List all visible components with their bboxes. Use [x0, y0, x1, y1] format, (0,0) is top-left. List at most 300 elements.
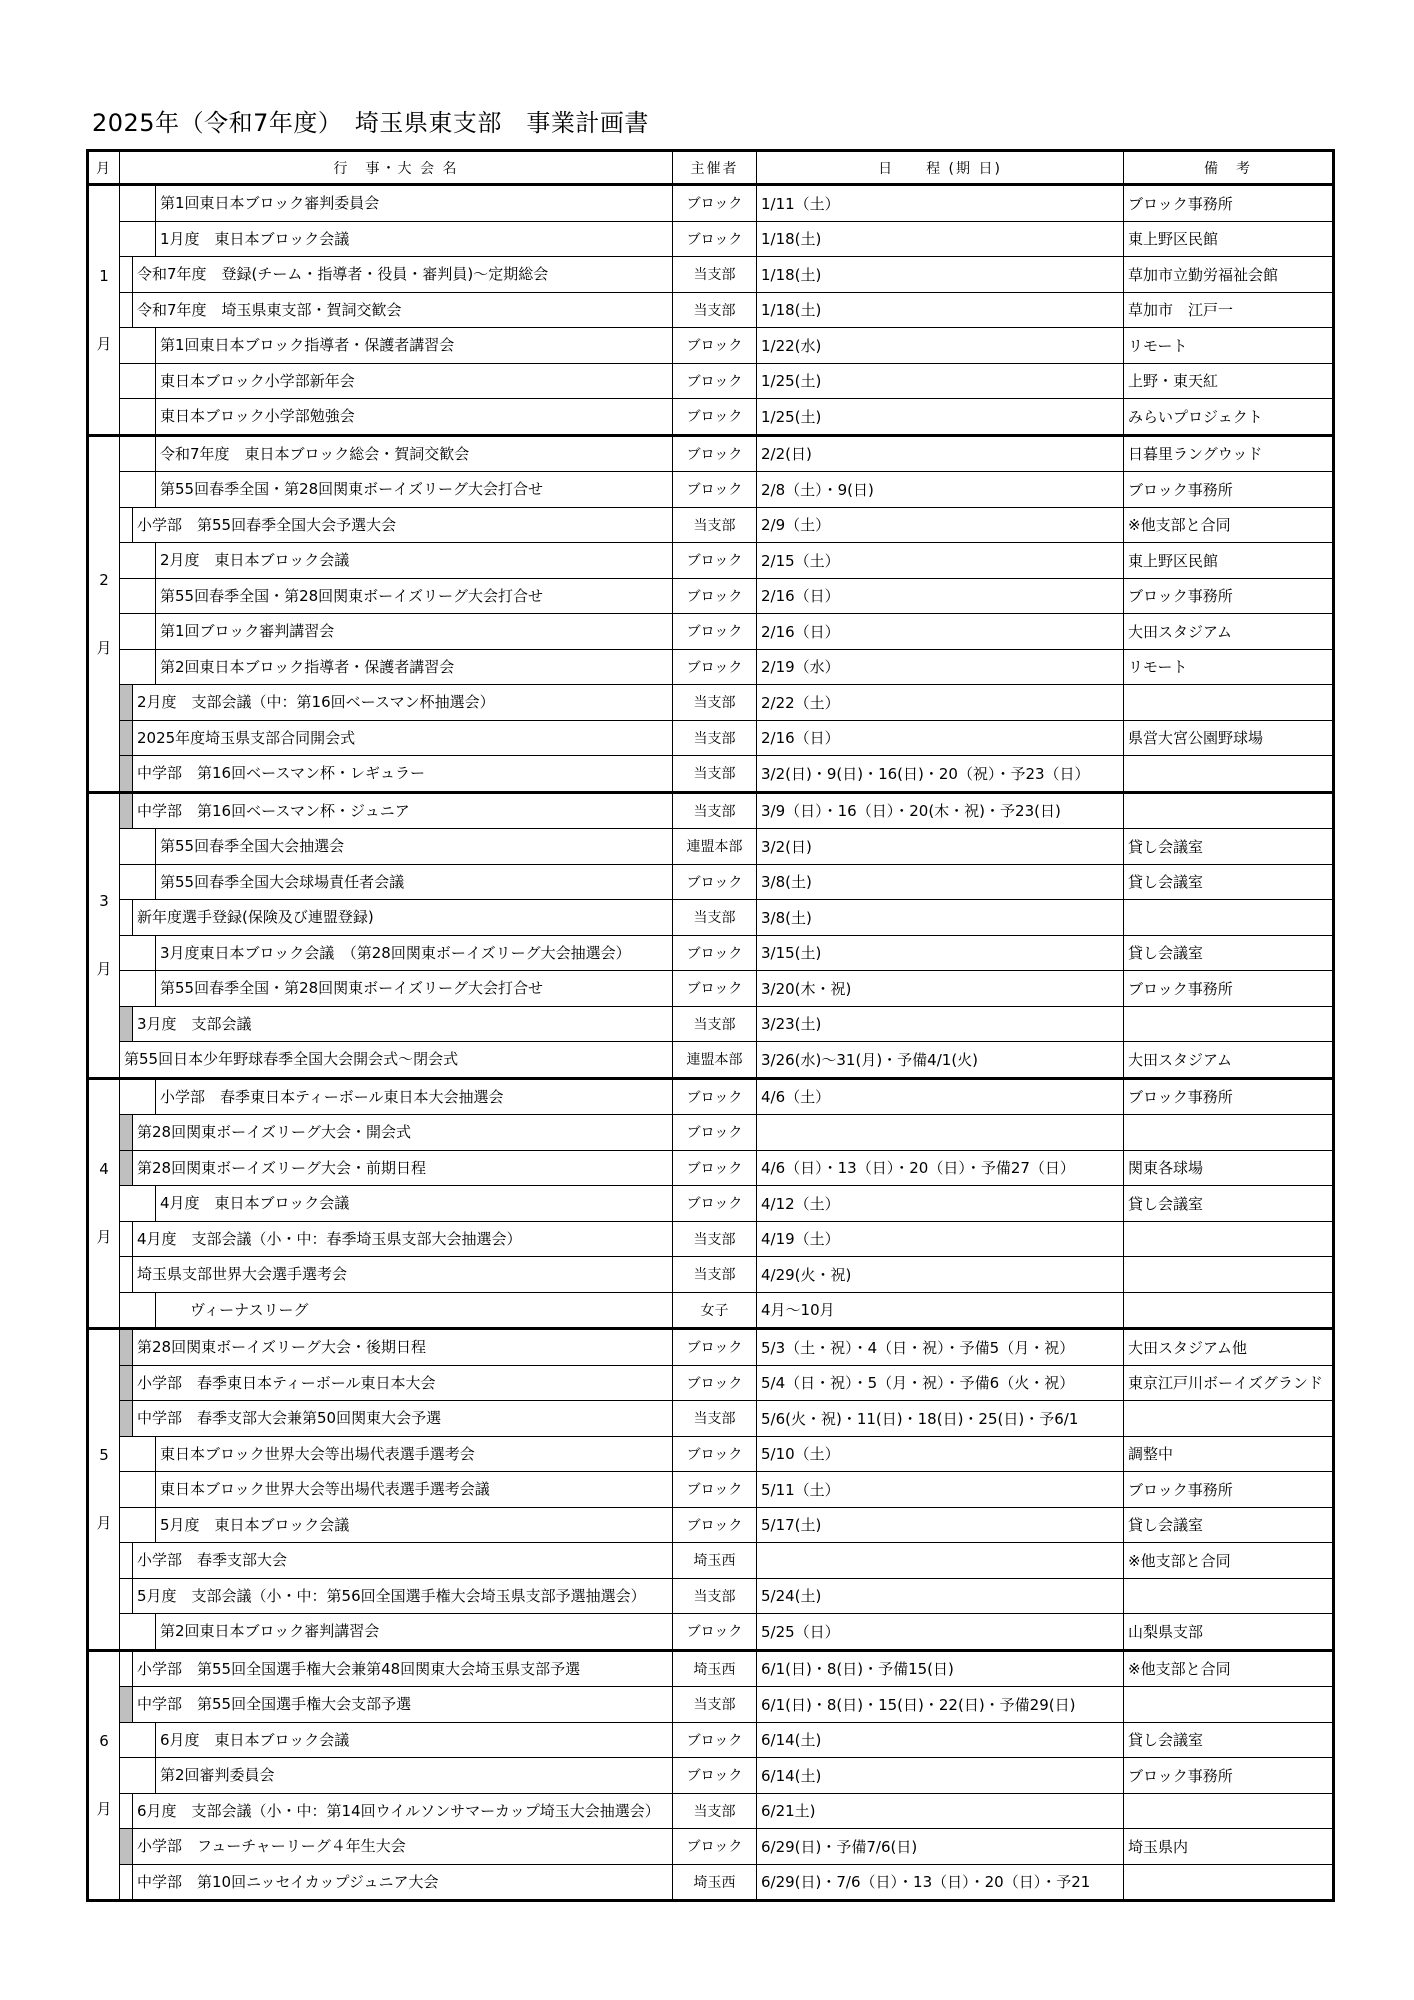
host-cell: 女子 — [673, 1292, 757, 1329]
event-name: 5月度 東日本ブロック会議 — [160, 1515, 350, 1534]
event-name: 6月度 東日本ブロック会議 — [160, 1730, 350, 1749]
event-name: 第55回春季全国大会抽選会 — [160, 837, 345, 855]
host-cell: ブロック — [673, 1436, 757, 1472]
event-name: 4月度 支部会議（小・中：春季埼玉県支部大会抽選会） — [137, 1229, 522, 1248]
event-name: 令和7年度 東日本ブロック総会・賀詞交歓会 — [160, 444, 470, 463]
date-cell: 2/9（土） — [757, 507, 1124, 543]
host-cell: ブロック — [673, 1186, 757, 1222]
date-cell: 6/1(日)・8(日)・15(日)・22(日)・予備29(日) — [757, 1687, 1124, 1723]
event-name: 令和7年度 登録(チーム・指導者・役員・審判員)～定期総会 — [137, 265, 549, 283]
header-date: 日 程 (期 日) — [757, 151, 1124, 185]
date-cell: 2/16（日） — [757, 578, 1124, 614]
event-name: 小学部 フューチャーリーグ４年生大会 — [137, 1837, 406, 1855]
note-cell: 大田スタジアム — [1124, 1042, 1334, 1079]
event-name: 第55回春季全国大会球場責任者会議 — [160, 872, 405, 891]
table-row — [88, 792, 1334, 829]
date-cell: 2/2(日) — [757, 435, 1124, 472]
host-cell: 埼玉西 — [673, 1864, 757, 1901]
month-number: 4 — [99, 1160, 109, 1179]
host-cell: ブロック — [673, 1078, 757, 1115]
host-cell: 当支部 — [673, 1401, 757, 1437]
event-cell — [120, 1472, 673, 1508]
table-row — [88, 185, 1334, 222]
table-row — [88, 1543, 1334, 1579]
month-cell — [88, 1650, 120, 1901]
event-name: 第2回東日本ブロック指導者・保護者講習会 — [160, 657, 455, 676]
table-row — [88, 1650, 1334, 1687]
event-cell — [120, 1150, 673, 1186]
note-cell — [1124, 900, 1334, 936]
table-row — [88, 1186, 1334, 1222]
header-month: 月 — [88, 151, 120, 185]
event-cell — [120, 1436, 673, 1472]
note-cell — [1124, 1115, 1334, 1151]
date-cell: 3/26(水)～31(月)・予備4/1(火) — [757, 1042, 1124, 1079]
table-row — [88, 292, 1334, 328]
event-name: 小学部 第55回春季全国大会予選大会 — [137, 515, 397, 534]
date-cell: 1/18(土) — [757, 257, 1124, 293]
event-name: 第28回関東ボーイズリーグ大会・後期日程 — [137, 1338, 426, 1356]
event-name: 第55回春季全国・第28回関東ボーイズリーグ大会打合せ — [160, 480, 544, 498]
table-row — [88, 1150, 1334, 1186]
event-name: 1月度 東日本ブロック会議 — [160, 229, 350, 248]
host-cell: 連盟本部 — [673, 829, 757, 865]
date-cell: 5/11（土） — [757, 1472, 1124, 1508]
event-cell — [120, 1186, 673, 1222]
table-row — [88, 1614, 1334, 1651]
table-row — [88, 507, 1334, 543]
note-cell — [1124, 1401, 1334, 1437]
date-cell: 6/21土) — [757, 1793, 1124, 1829]
host-cell: 当支部 — [673, 257, 757, 293]
note-cell: 調整中 — [1124, 1436, 1334, 1472]
event-cell — [120, 1292, 673, 1329]
month-label: 月 — [96, 1228, 112, 1247]
table-row — [88, 1257, 1334, 1293]
event-name: 5月度 支部会議（小・中：第56回全国選手権大会埼玉県支部予選抽選会） — [137, 1586, 646, 1605]
note-cell: 上野・東天紅 — [1124, 363, 1334, 399]
date-cell: 5/25（日） — [757, 1614, 1124, 1651]
event-name: 第55回春季全国・第28回関東ボーイズリーグ大会打合せ — [160, 586, 544, 605]
note-cell: 山梨県支部 — [1124, 1614, 1334, 1651]
host-cell: 当支部 — [673, 792, 757, 829]
date-cell: 3/2(日)・9(日)・16(日)・20（祝）・予23（日） — [757, 756, 1124, 793]
event-cell — [120, 221, 673, 257]
table-row — [88, 1006, 1334, 1042]
note-cell — [1124, 1257, 1334, 1293]
event-cell — [120, 399, 673, 436]
date-cell: 4/6（土） — [757, 1078, 1124, 1115]
date-cell: 5/4（日・祝）・5（月・祝）・予備6（火・祝） — [757, 1365, 1124, 1401]
table-row — [88, 1864, 1334, 1901]
host-cell: ブロック — [673, 864, 757, 900]
date-cell: 4月～10月 — [757, 1292, 1124, 1329]
note-cell — [1124, 1006, 1334, 1042]
event-cell — [120, 1042, 673, 1079]
note-cell: ブロック事務所 — [1124, 185, 1334, 222]
date-cell: 6/1(日)・8(日)・予備15(日) — [757, 1650, 1124, 1687]
host-cell: 当支部 — [673, 756, 757, 793]
event-name: 3月度東日本ブロック会議 （第28回関東ボーイズリーグ大会抽選会） — [160, 943, 631, 962]
host-cell: 当支部 — [673, 1006, 757, 1042]
event-cell — [120, 685, 673, 721]
note-cell: ※他支部と合同 — [1124, 507, 1334, 543]
note-cell — [1124, 685, 1334, 721]
note-cell — [1124, 1578, 1334, 1614]
table-row — [88, 1042, 1334, 1079]
host-cell: ブロック — [673, 1829, 757, 1865]
event-name: 中学部 第55回全国選手権大会支部予選 — [137, 1695, 412, 1713]
event-cell — [120, 1864, 673, 1901]
note-cell: 東上野区民館 — [1124, 221, 1334, 257]
note-cell: 関東各球場 — [1124, 1150, 1334, 1186]
table-row — [88, 257, 1334, 293]
date-cell: 4/19（土） — [757, 1221, 1124, 1257]
note-cell: 貸し会議室 — [1124, 829, 1334, 865]
event-name: 小学部 春季東日本ティーボール東日本大会抽選会 — [160, 1087, 504, 1106]
event-name: 埼玉県支部世界大会選手選考会 — [137, 1265, 348, 1283]
header-host: 主催者 — [673, 151, 757, 185]
host-cell: ブロック — [673, 1507, 757, 1543]
date-cell: 6/14(土) — [757, 1722, 1124, 1758]
event-name: 第2回審判委員会 — [160, 1766, 275, 1784]
event-cell — [120, 1543, 673, 1579]
event-cell — [120, 1793, 673, 1829]
event-name: 東日本ブロック世界大会等出場代表選手選考会 — [160, 1444, 475, 1463]
date-cell: 1/25(土) — [757, 399, 1124, 436]
host-cell: ブロック — [673, 221, 757, 257]
event-name: 東日本ブロック小学部勉強会 — [160, 407, 355, 425]
header-note: 備 考 — [1124, 151, 1334, 185]
event-cell — [120, 1115, 673, 1151]
note-cell — [1124, 792, 1334, 829]
month-label: 月 — [96, 960, 112, 978]
table-row — [88, 1401, 1334, 1437]
note-cell: ブロック事務所 — [1124, 1758, 1334, 1794]
date-cell: 5/3（土・祝）・4（日・祝）・予備5（月・祝） — [757, 1329, 1124, 1366]
month-label: 月 — [96, 1514, 112, 1533]
date-cell: 3/9（日）・16（日）・20(木・祝)・予23(日) — [757, 792, 1124, 829]
event-cell — [120, 543, 673, 579]
date-cell: 5/17(土) — [757, 1507, 1124, 1543]
event-name: 中学部 第10回ニッセイカップジュニア大会 — [137, 1872, 439, 1891]
date-cell: 6/14(土) — [757, 1758, 1124, 1794]
note-cell: ※他支部と合同 — [1124, 1650, 1334, 1687]
event-name: 第55回春季全国・第28回関東ボーイズリーグ大会打合せ — [160, 979, 544, 997]
event-cell — [120, 900, 673, 936]
note-cell: リモート — [1124, 328, 1334, 364]
event-name: 第1回ブロック審判講習会 — [160, 622, 335, 640]
date-cell: 4/29(火・祝) — [757, 1257, 1124, 1293]
date-cell: 1/18(土) — [757, 221, 1124, 257]
date-cell: 4/6（日）・13（日）・20（日）・予備27（日） — [757, 1150, 1124, 1186]
event-cell — [120, 720, 673, 756]
note-cell: 東上野区民館 — [1124, 543, 1334, 579]
host-cell: ブロック — [673, 472, 757, 508]
event-cell — [120, 935, 673, 971]
date-cell: 5/10（土） — [757, 1436, 1124, 1472]
table-row — [88, 328, 1334, 364]
date-cell: 3/20(木・祝) — [757, 971, 1124, 1007]
event-name: 3月度 支部会議 — [137, 1014, 252, 1033]
note-cell: リモート — [1124, 649, 1334, 685]
note-cell: ブロック事務所 — [1124, 472, 1334, 508]
date-cell: 3/2(日) — [757, 829, 1124, 865]
event-cell — [120, 792, 673, 829]
event-name: 第2回東日本ブロック審判講習会 — [160, 1622, 380, 1640]
host-cell: ブロック — [673, 435, 757, 472]
schedule-table — [86, 149, 1335, 1902]
date-cell — [757, 1115, 1124, 1151]
schedule-body — [88, 185, 1334, 1901]
host-cell: 当支部 — [673, 1221, 757, 1257]
event-cell — [120, 1365, 673, 1401]
month-number: 3 — [99, 892, 109, 910]
event-name: 4月度 東日本ブロック会議 — [160, 1194, 350, 1212]
event-name: 2月度 支部会議（中：第16回ベースマン杯抽選会） — [137, 693, 495, 711]
table-row — [88, 1365, 1334, 1401]
note-cell — [1124, 1793, 1334, 1829]
month-cell — [88, 1078, 120, 1329]
event-name: 第28回関東ボーイズリーグ大会・前期日程 — [137, 1158, 426, 1177]
event-name: 中学部 第16回ベースマン杯・ジュニア — [137, 801, 410, 820]
host-cell: 当支部 — [673, 292, 757, 328]
event-name: 6月度 支部会議（小・中：第14回ウイルソンサマーカップ埼玉大会抽選会） — [137, 1801, 660, 1820]
event-cell — [120, 507, 673, 543]
note-cell — [1124, 1292, 1334, 1329]
event-cell — [120, 1578, 673, 1614]
event-name: 第1回東日本ブロック審判委員会 — [160, 194, 380, 212]
table-row — [88, 221, 1334, 257]
event-cell — [120, 578, 673, 614]
month-label: 月 — [96, 1800, 112, 1819]
event-cell — [120, 1006, 673, 1042]
table-row — [88, 543, 1334, 579]
note-cell — [1124, 756, 1334, 793]
note-cell: ※他支部と合同 — [1124, 1543, 1334, 1579]
month-number: 1 — [99, 266, 109, 285]
host-cell: ブロック — [673, 1115, 757, 1151]
note-cell — [1124, 1864, 1334, 1901]
date-cell: 1/11（土） — [757, 185, 1124, 222]
event-cell — [120, 185, 673, 222]
date-cell: 4/12（土） — [757, 1186, 1124, 1222]
note-cell: ブロック事務所 — [1124, 971, 1334, 1007]
table-row — [88, 472, 1334, 508]
host-cell: ブロック — [673, 1365, 757, 1401]
event-cell — [120, 328, 673, 364]
host-cell: 当支部 — [673, 685, 757, 721]
event-name: 2月度 東日本ブロック会議 — [160, 551, 350, 569]
event-cell — [120, 971, 673, 1007]
date-cell: 5/6(火・祝)・11(日)・18(日)・25(日)・予6/1 — [757, 1401, 1124, 1437]
table-row — [88, 971, 1334, 1007]
table-row — [88, 1758, 1334, 1794]
host-cell: ブロック — [673, 1472, 757, 1508]
event-name: 第55回日本少年野球春季全国大会開会式～閉会式 — [124, 1050, 459, 1068]
event-cell — [120, 257, 673, 293]
table-row — [88, 1329, 1334, 1366]
table-row — [88, 756, 1334, 793]
host-cell: 当支部 — [673, 1793, 757, 1829]
month-cell — [88, 1329, 120, 1651]
note-cell: 草加市立勤労福祉会館 — [1124, 257, 1334, 293]
note-cell: 貸し会議室 — [1124, 864, 1334, 900]
table-row — [88, 1472, 1334, 1508]
event-cell — [120, 1687, 673, 1723]
host-cell: 埼玉西 — [673, 1543, 757, 1579]
host-cell: ブロック — [673, 1329, 757, 1366]
table-row — [88, 1507, 1334, 1543]
event-cell — [120, 1722, 673, 1758]
event-name: ヴィーナスリーグ — [190, 1300, 309, 1319]
date-cell: 1/22(水) — [757, 328, 1124, 364]
table-row — [88, 720, 1334, 756]
note-cell — [1124, 1221, 1334, 1257]
event-cell — [120, 1507, 673, 1543]
note-cell — [1124, 1687, 1334, 1723]
event-name: 中学部 第16回ベースマン杯・レギュラー — [137, 764, 426, 782]
event-name: 第1回東日本ブロック指導者・保護者講習会 — [160, 336, 455, 354]
table-row — [88, 685, 1334, 721]
event-cell — [120, 1614, 673, 1651]
host-cell: ブロック — [673, 649, 757, 685]
date-cell: 2/8（土）・9(日) — [757, 472, 1124, 508]
event-cell — [120, 292, 673, 328]
note-cell: 大田スタジアム — [1124, 614, 1334, 650]
event-cell — [120, 1329, 673, 1366]
event-cell — [120, 1401, 673, 1437]
event-cell — [120, 1650, 673, 1687]
date-cell: 1/18(土) — [757, 292, 1124, 328]
month-number: 2 — [99, 570, 109, 589]
date-cell: 2/16（日） — [757, 720, 1124, 756]
table-row — [88, 1687, 1334, 1723]
table-row — [88, 363, 1334, 399]
event-name: 新年度選手登録(保険及び連盟登録) — [137, 908, 374, 926]
host-cell: 当支部 — [673, 900, 757, 936]
host-cell: ブロック — [673, 614, 757, 650]
event-cell — [120, 363, 673, 399]
note-cell: 日暮里ラングウッド — [1124, 435, 1334, 472]
note-cell: 貸し会議室 — [1124, 935, 1334, 971]
table-row — [88, 900, 1334, 936]
date-cell: 3/23(土) — [757, 1006, 1124, 1042]
note-cell: ブロック事務所 — [1124, 1472, 1334, 1508]
event-cell — [120, 1078, 673, 1115]
host-cell: 当支部 — [673, 507, 757, 543]
event-name: 東日本ブロック小学部新年会 — [160, 371, 355, 390]
note-cell: 県営大宮公園野球場 — [1124, 720, 1334, 756]
event-name: 小学部 春季東日本ティーボール東日本大会 — [137, 1373, 436, 1392]
host-cell: ブロック — [673, 543, 757, 579]
event-name: 中学部 春季支部大会兼第50回関東大会予選 — [137, 1409, 442, 1427]
table-row — [88, 614, 1334, 650]
month-label: 月 — [96, 334, 112, 353]
host-cell: ブロック — [673, 185, 757, 222]
event-name: 東日本ブロック世界大会等出場代表選手選考会議 — [160, 1480, 490, 1498]
event-cell — [120, 435, 673, 472]
table-row — [88, 1578, 1334, 1614]
table-row — [88, 829, 1334, 865]
event-cell — [120, 864, 673, 900]
date-cell: 5/24(土) — [757, 1578, 1124, 1614]
event-cell — [120, 1758, 673, 1794]
host-cell: 当支部 — [673, 720, 757, 756]
header-event: 行 事・大 会 名 — [120, 151, 673, 185]
table-row — [88, 1793, 1334, 1829]
date-cell: 2/16（日） — [757, 614, 1124, 650]
note-cell: 貸し会議室 — [1124, 1186, 1334, 1222]
table-row — [88, 1722, 1334, 1758]
month-cell — [88, 435, 120, 792]
month-cell — [88, 185, 120, 436]
host-cell: ブロック — [673, 363, 757, 399]
event-name: 2025年度埼玉県支部合同開会式 — [137, 728, 356, 747]
month-label: 月 — [96, 638, 112, 657]
table-row — [88, 1221, 1334, 1257]
note-cell: みらいプロジェクト — [1124, 399, 1334, 436]
page-title: 2025年（令和7年度） 埼玉県東支部 事業計画書 — [92, 109, 649, 137]
table-row — [88, 1078, 1334, 1115]
date-cell: 6/29(日)・予備7/6(日) — [757, 1829, 1124, 1865]
table-row — [88, 578, 1334, 614]
note-cell: 東京江戸川ボーイズグランド — [1124, 1365, 1334, 1401]
host-cell: ブロック — [673, 1150, 757, 1186]
month-number: 5 — [99, 1446, 109, 1465]
date-cell — [757, 1543, 1124, 1579]
note-cell: 草加市 江戸一 — [1124, 292, 1334, 328]
host-cell: ブロック — [673, 1758, 757, 1794]
table-row — [88, 1436, 1334, 1472]
event-cell — [120, 1221, 673, 1257]
date-cell: 2/15（土） — [757, 543, 1124, 579]
event-name: 小学部 春季支部大会 — [137, 1551, 288, 1569]
host-cell: 埼玉西 — [673, 1650, 757, 1687]
event-name: 小学部 第55回全国選手権大会兼第48回関東大会埼玉県支部予選 — [137, 1659, 581, 1678]
table-header-row — [88, 151, 1334, 185]
event-cell — [120, 829, 673, 865]
table-row — [88, 649, 1334, 685]
host-cell: ブロック — [673, 935, 757, 971]
note-cell: 大田スタジアム他 — [1124, 1329, 1334, 1366]
month-number: 6 — [99, 1732, 109, 1751]
host-cell: 連盟本部 — [673, 1042, 757, 1079]
table-row — [88, 1115, 1334, 1151]
event-cell — [120, 614, 673, 650]
event-name: 令和7年度 埼玉県東支部・賀詞交歓会 — [137, 300, 402, 319]
host-cell: ブロック — [673, 578, 757, 614]
table-row — [88, 1292, 1334, 1329]
host-cell: 当支部 — [673, 1578, 757, 1614]
date-cell: 3/8(土) — [757, 864, 1124, 900]
date-cell: 3/15(土) — [757, 935, 1124, 971]
date-cell: 2/19（水） — [757, 649, 1124, 685]
date-cell: 2/22（土） — [757, 685, 1124, 721]
table-row — [88, 435, 1334, 472]
event-cell — [120, 1257, 673, 1293]
date-cell: 6/29(日)・7/6（日）・13（日）・20（日）・予21 — [757, 1864, 1124, 1901]
month-cell — [88, 792, 120, 1078]
table-row — [88, 864, 1334, 900]
date-cell: 3/8(土) — [757, 900, 1124, 936]
host-cell: ブロック — [673, 971, 757, 1007]
table-row — [88, 935, 1334, 971]
table-row — [88, 399, 1334, 436]
note-cell: 埼玉県内 — [1124, 1829, 1334, 1865]
host-cell: ブロック — [673, 399, 757, 436]
note-cell: 貸し会議室 — [1124, 1722, 1334, 1758]
